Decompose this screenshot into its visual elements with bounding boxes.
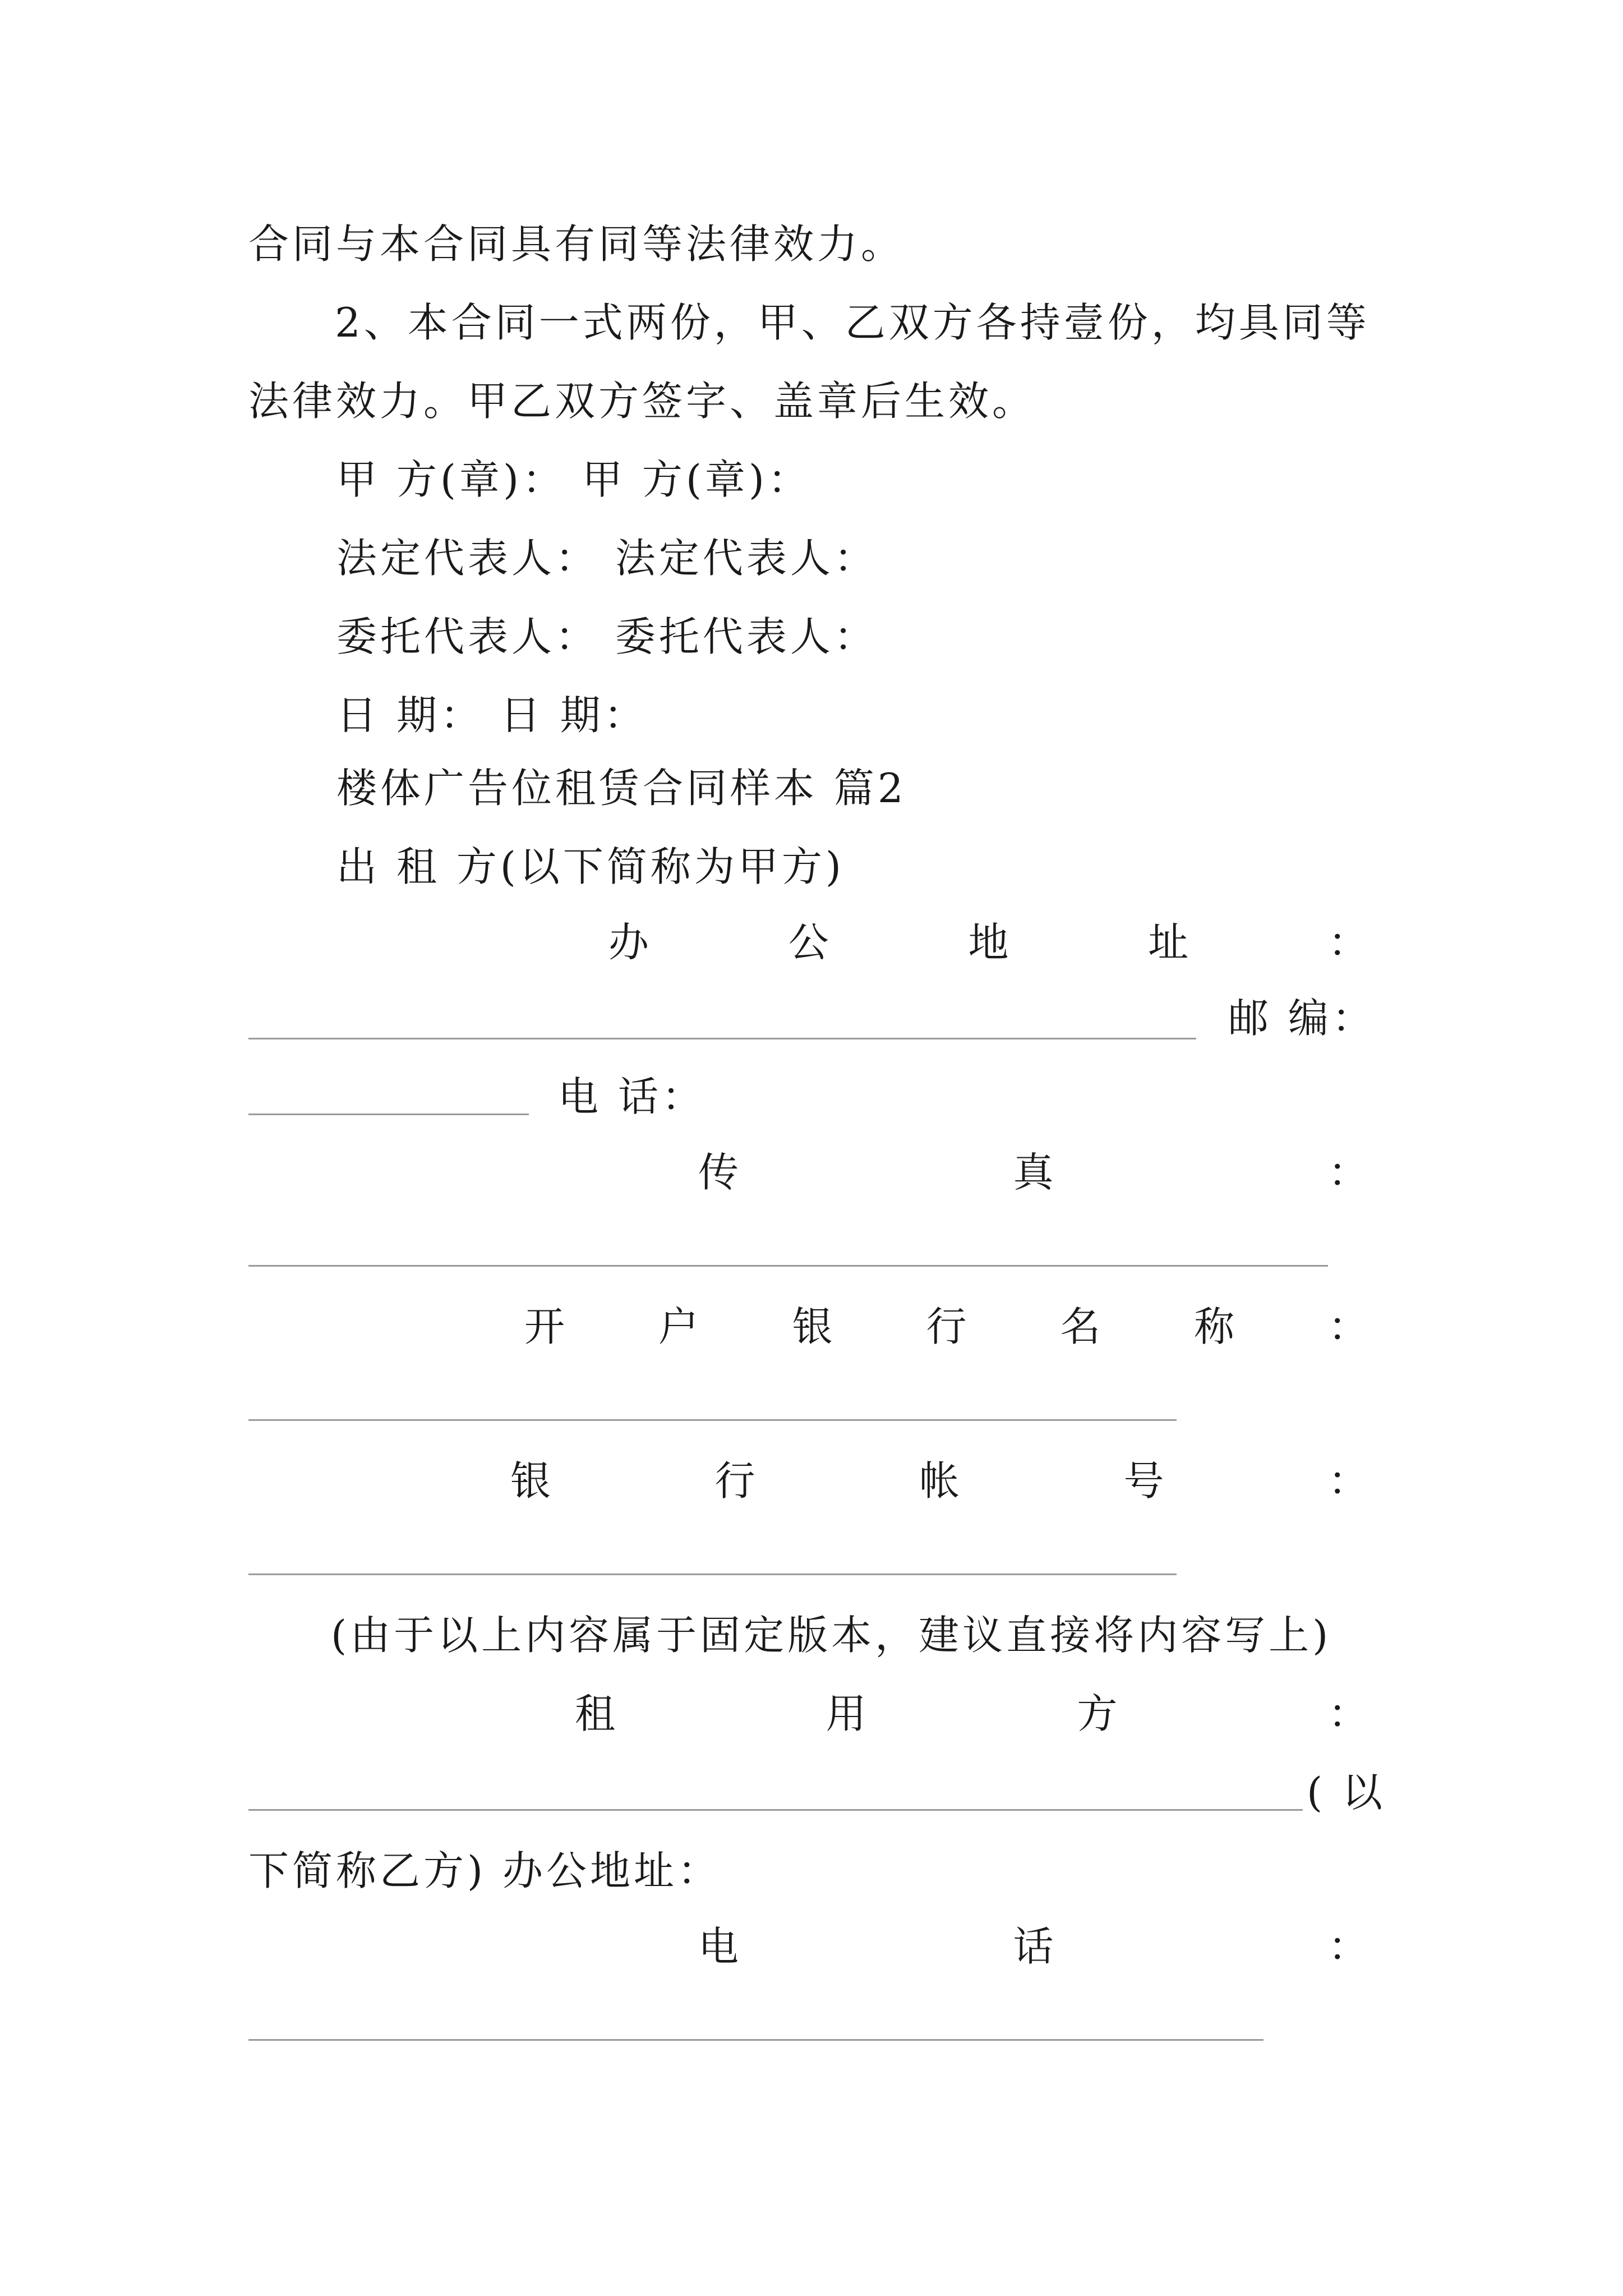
lessee-phone-label [698,1918,1368,1975]
lessor-title: 出 租 方(以下简称为甲方) [336,843,845,890]
bank-name-char: 称 [1194,1303,1235,1350]
bank-name-blank [248,1419,1177,1421]
fixed-version-note: (由于以上内容属于固定版本，建议直接将内容写上) [331,1612,1332,1659]
office-address-char: 办 [608,919,649,966]
office-address-char: 址 [1148,919,1189,966]
postcode-label: 邮 编： [1228,995,1376,1042]
office-address-char: 地 [968,919,1009,966]
lessee-phone-char: 电 [698,1923,739,1970]
fax-char: 真 [1013,1149,1054,1196]
lessee-char: 方 [1077,1690,1118,1737]
section-title: 楼体广告位租赁合同样本 篇2 [336,765,907,812]
lessee-char: 租 [575,1690,616,1737]
bank-account-label [510,1453,1368,1509]
bank-name-char: 户 [658,1303,699,1350]
office-address-blank [248,1038,1196,1039]
fax-colon: ： [1327,1149,1368,1196]
signature-party: 甲 方(章)： 甲 方(章)： [336,456,812,503]
office-address-label [608,914,1368,970]
bank-account-colon: ： [1327,1457,1368,1504]
paragraph-effect: 合同与本合同具有同等法律效力。 [248,220,905,268]
lessee-colon: ： [1327,1690,1368,1737]
signature-agent: 委托代表人： 委托代表人： [336,613,878,660]
fax-label [698,1144,1368,1200]
bank-account-char: 银 [510,1457,551,1504]
lessee-phone-blank [248,2039,1264,2041]
signature-date: 日 期： 日 期： [336,692,648,739]
signature-legal-rep: 法定代表人： 法定代表人： [336,535,878,582]
office-address-char: 公 [788,919,829,966]
lessee-char: 用 [826,1690,866,1737]
phone-label: 电 话： [558,1073,706,1120]
lessee-phone-colon: ： [1327,1923,1368,1970]
office-address-colon: ： [1327,919,1368,966]
bank-name-char: 行 [926,1303,967,1350]
bank-name-colon: ： [1327,1303,1368,1350]
bank-account-char: 帐 [919,1457,960,1504]
lessee-continuation: 下简称乙方) 办公地址： [248,1847,721,1894]
lessee-phone-char: 话 [1013,1923,1054,1970]
bank-name-char: 名 [1060,1303,1101,1350]
bank-account-blank [248,1573,1177,1575]
paragraph-copies-line2: 法律效力。甲乙双方签字、盖章后生效。 [248,378,1036,425]
fax-blank [248,1265,1328,1267]
postcode-blank [248,1114,529,1115]
bank-name-char: 开 [524,1303,565,1350]
lessee-suffix: ( 以 [1307,1769,1386,1816]
bank-name-label [524,1299,1368,1355]
paragraph-copies-line1: 2、本合同一式两份，甲、乙双方各持壹份，均具同等 [335,299,1370,346]
lessee-label [575,1686,1368,1742]
fax-char: 传 [698,1149,739,1196]
bank-account-char: 行 [714,1457,755,1504]
bank-name-char: 银 [792,1303,833,1350]
lessee-blank [248,1809,1303,1811]
bank-account-char: 号 [1123,1457,1164,1504]
